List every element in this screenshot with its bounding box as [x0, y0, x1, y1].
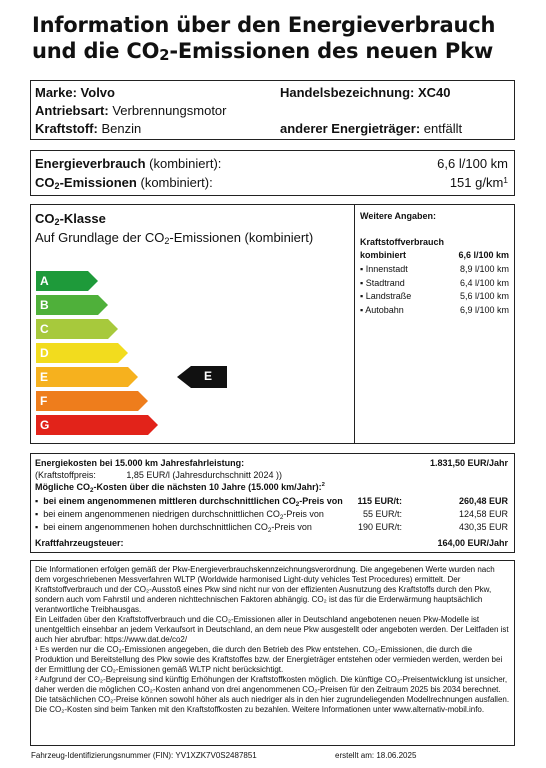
combined-value: 6,6 l/100 km [458, 250, 509, 260]
further-item-label: ▪ Landstraße [360, 291, 412, 301]
note-paragraph-3: ¹ Es werden nur die CO₂-Emissionen angegeben, die durch den Betrieb des Pkw entstehen. CO₂-Emissionen, die durch die Produktion und Bereitstellung des Pkw sowie des Kraftstoffes bzw. der Energieträger entstehen oder vermieden werden, werden bei der Ermittlung der CO₂-Emissionen gemäß WLTP nicht berücksichtigt. [35, 645, 503, 674]
note-paragraph-4: ² Aufgrund der CO₂-Bepreisung sind künftig Erhöhungen der Kraftstoffkosten möglich. Die künftige CO₂-Preisentwicklung ist unsicher, daher werden die möglichen CO₂-Kosten anhand von drei angenommenen CO₂-Preisen für den Zeitraum 2025 bis 2034 berechnet. Die tatsächlichen CO₂-Preise können sowohl höher als auch niedriger als in den hier zugrundeliegenden Modellrechnungen ausfallen. Die CO₂-Kosten sind beim Tanken mit den Kraftstoffkosten zu bezahlen. Weitere Informationen unter www.alternativ-mobil.info. [35, 675, 510, 714]
further-item-label: ▪ Autobahn [360, 304, 404, 315]
class-letter: E [40, 370, 49, 384]
consumption-box [30, 150, 515, 196]
trade-name-row [280, 85, 451, 100]
vehicle-info-box [30, 80, 515, 140]
class-arrow-c [36, 319, 118, 339]
costs-box [30, 453, 515, 553]
make-label: Marke: [35, 85, 77, 100]
class-arrow-g [36, 415, 158, 435]
rating-letter: E [204, 369, 213, 383]
fin-row: Fahrzeug-Identifizierungsnummer (FIN): YV1XZK7V0S2487851 [31, 751, 257, 760]
co2-class-subtitle: Auf Grundlage der $CO_2$-Emissionen (kombiniert) [35, 230, 314, 246]
other-label: anderer Energieträger: [280, 121, 421, 136]
make-row [35, 85, 115, 100]
scenario-text: ▪ bei einem angenommenen hohen durchschnittlichen $CO_2$-Preis von [35, 522, 312, 534]
class-letter: C [40, 322, 49, 336]
energy-costs-value: 1.831,50 EUR/Jahr [429, 458, 508, 468]
class-arrow-b [36, 295, 108, 315]
created-value: 18.06.2025 [376, 751, 417, 760]
other-value: entfällt [423, 121, 463, 136]
further-item-value: 5,6 l/100 km [459, 291, 509, 301]
scenario-value: 260,48 EUR [458, 496, 508, 506]
class-arrow-d [36, 343, 128, 363]
scenario-text: ▪ bei einem angenommenen niedrigen durchschnittlichen $CO_2$-Preis von [35, 509, 324, 521]
title-line-1: Information über den Energieverbrauch [32, 13, 496, 37]
energy-value: 6,6 l/100 km [437, 156, 508, 171]
vehicle-tax-value: 164,00 EUR/Jahr [437, 538, 508, 548]
energy-label: Energieverbrauch [35, 156, 146, 171]
class-letter: B [40, 298, 49, 312]
further-item-label: ▪ Innenstadt [360, 264, 408, 274]
energy-costs-label: Energiekosten bei 15.000 km Jahresfahrleistung: [35, 458, 245, 468]
co2-value: 151 $g/km^1$ [449, 175, 508, 190]
legal-notes-box [30, 560, 515, 746]
further-details-panel [354, 205, 515, 443]
fuel-row [35, 121, 141, 136]
fuel-consumption-heading: Kraftstoffverbrauch [360, 237, 445, 247]
further-item-value: 6,9 l/100 km [459, 304, 509, 315]
class-arrow-e [36, 367, 138, 387]
fuel-price-row: (Kraftstoffpreis: 1,85 EUR/l (Jahresdurchschnitt 2024 )) [35, 470, 282, 480]
co2-class-heading: $CO_2$-Klasse [35, 211, 106, 227]
title-line-2: und die $CO_2$-Emissionen des neuen Pkw [32, 39, 494, 64]
make-value: Volvo [80, 85, 115, 100]
other-energy-row [280, 121, 462, 136]
scenario-text: ▪ bei einem angenommenen mittleren durchschnittlichen $CO_2$-Preis von [35, 496, 343, 508]
co2-qualifier: (kombiniert): [140, 175, 213, 190]
further-item-value: 6,4 l/100 km [459, 277, 509, 288]
trade-value: XC40 [417, 85, 451, 100]
drive-label: Antriebsart: [35, 103, 109, 118]
trade-label: Handelsbezeichnung: [280, 85, 415, 100]
energy-qualifier: (kombiniert): [149, 156, 222, 171]
fuel-value: Benzin [101, 121, 142, 136]
class-letter: F [40, 394, 48, 408]
fin-value: YV1XZK7V0S2487851 [175, 751, 257, 760]
rating-marker [177, 366, 227, 393]
scenario-value: 430,35 EUR [458, 522, 508, 532]
created-row: erstellt am: 18.06.2025 [335, 751, 417, 760]
scenario-price: 115 EUR/t: [357, 496, 402, 506]
note-paragraph-1: Die Informationen erfolgen gemäß der Pkw-Energieverbrauchskennzeichnungsverordnung. Die angegebenen Werte wurden nach dem vorgeschriebenen Messverfahren WLTP (Worldwide harmonised Light-duty vehicles Test Procedures) ermittelt. Der Kraftstoffverbrauch und der CO₂-Ausstoß eines Pkw sind nicht nur von der effizienten Ausnutzung des Kraftstoffs durch den Pkw, sondern auch vom Fahrstil und anderen nichttechnischen Faktoren abhängig. CO₂ ist das für die Erderwärmung hauptsächlich verantwortliche Treibhausgas. [35, 565, 495, 614]
further-heading: Weitere Angaben: [360, 211, 437, 221]
scenario-value: 124,58 EUR [458, 509, 508, 519]
energy-consumption-row [35, 156, 221, 171]
class-letter: G [40, 418, 50, 432]
class-arrow-f [36, 391, 148, 411]
fuel-label: Kraftstoff: [35, 121, 98, 136]
further-item-label: ▪ Stadtrand [360, 277, 405, 288]
class-letter: D [40, 346, 49, 360]
drive-row [35, 103, 227, 118]
co2-costs-heading: Mögliche $CO_2$-Kosten über die nächsten 10 Jahre (15.000 km/Jahr):$^2$ [35, 482, 325, 494]
note-paragraph-2: Ein Leitfaden über den Kraftstoffverbrauch und die CO₂-Emissionen aller in Deutschland angebotenen neuen Pkw-Modelle ist unentgeltlich einsehbar an jedem Verkaufsort in Deutschland, an dem neue Pkw ausgestellt oder angeboten werden. Der Leitfaden ist auch hier abrufbar: https://www.dat.de/co2/ [35, 615, 509, 644]
further-item-value: 8,9 l/100 km [459, 264, 509, 274]
vehicle-tax-label: Kraftfahrzeugsteuer: [35, 538, 124, 548]
class-arrow-a [36, 271, 98, 291]
page-title [32, 12, 532, 69]
co2-emissions-row: $CO_2$-Emissionen (kombiniert): [35, 175, 213, 191]
scenario-price: 190 EUR/t: [357, 522, 402, 532]
scenario-price: 55 EUR/t: [362, 509, 402, 519]
class-letter: A [40, 274, 49, 288]
co2-class-box [30, 204, 515, 444]
combined-label: kombiniert [360, 250, 407, 260]
drive-value: Verbrennungsmotor [112, 103, 227, 118]
